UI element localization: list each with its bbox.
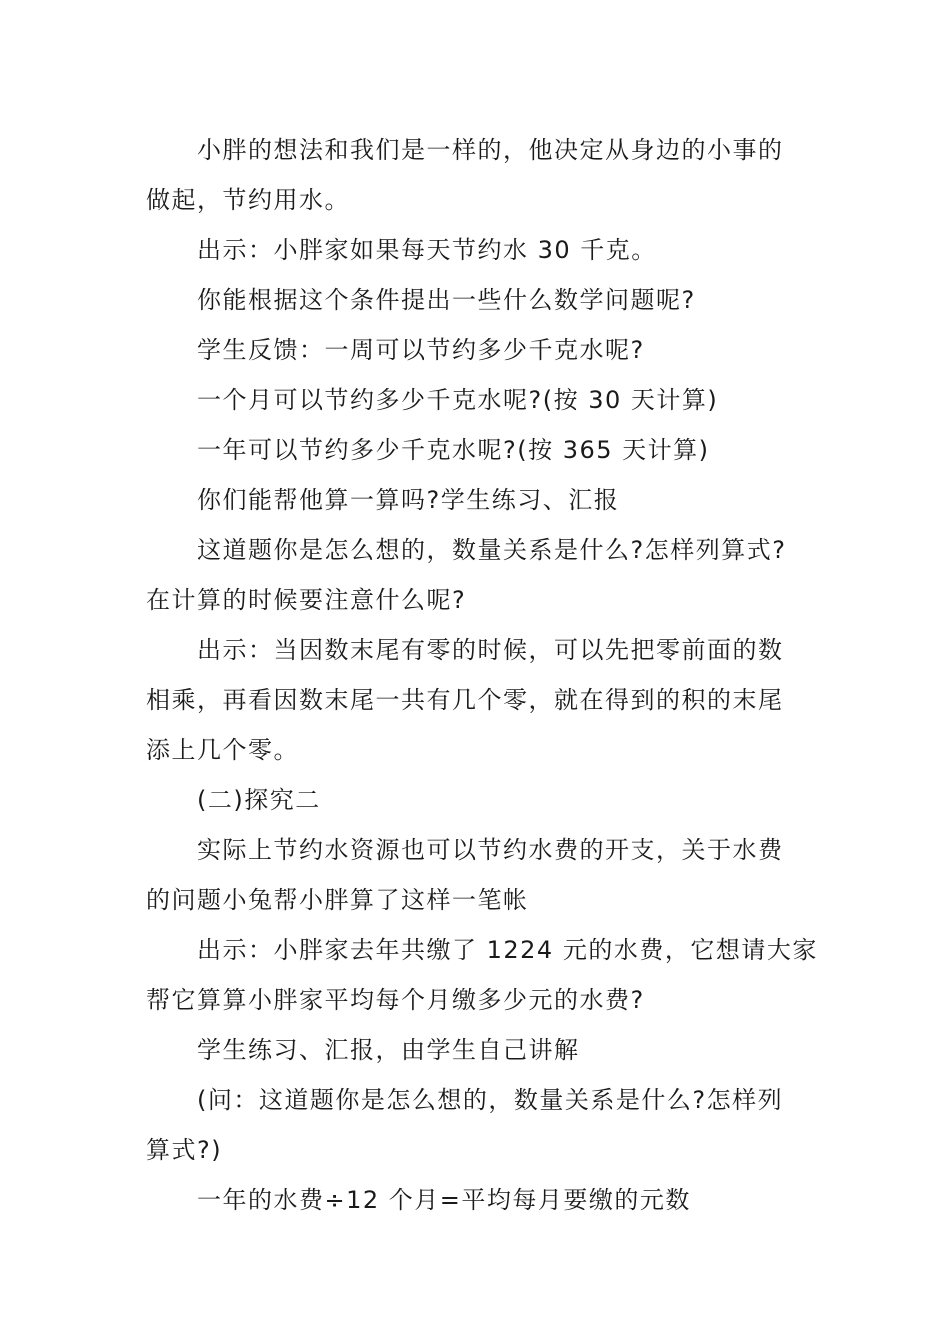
text-line-13: 添上几个零。 bbox=[146, 736, 299, 764]
text-line-4: 你能根据这个条件提出一些什么数学问题呢? bbox=[197, 286, 696, 314]
text-line-17: 出示：小胖家去年共缴了 1224 元的水费，它想请大家 bbox=[197, 936, 818, 964]
text-line-20: (问：这道题你是怎么想的，数量关系是什么?怎样列 bbox=[197, 1086, 784, 1114]
text-line-18: 帮它算算小胖家平均每个月缴多少元的水费? bbox=[146, 986, 645, 1014]
text-line-5: 学生反馈：一周可以节约多少千克水呢? bbox=[197, 336, 645, 364]
text-line-15: 实际上节约水资源也可以节约水费的开支，关于水费 bbox=[197, 836, 784, 864]
text-line-6: 一个月可以节约多少千克水呢?(按 30 天计算) bbox=[197, 386, 719, 414]
text-line-22: 一年的水费÷12 个月=平均每月要缴的元数 bbox=[197, 1186, 691, 1214]
text-line-16: 的问题小兔帮小胖算了这样一笔帐 bbox=[146, 886, 529, 914]
text-line-11: 出示：当因数末尾有零的时候，可以先把零前面的数 bbox=[197, 636, 784, 664]
text-line-21: 算式?) bbox=[146, 1136, 223, 1164]
text-line-1: 小胖的想法和我们是一样的，他决定从身边的小事的 bbox=[197, 136, 784, 164]
text-line-7: 一年可以节约多少千克水呢?(按 365 天计算) bbox=[197, 436, 710, 464]
text-line-12: 相乘，再看因数末尾一共有几个零，就在得到的积的末尾 bbox=[146, 686, 784, 714]
text-line-9: 这道题你是怎么想的，数量关系是什么?怎样列算式? bbox=[197, 536, 787, 564]
text-line-10: 在计算的时候要注意什么呢? bbox=[146, 586, 467, 614]
text-line-2: 做起，节约用水。 bbox=[146, 186, 350, 214]
section-heading: (二)探究二 bbox=[197, 786, 321, 814]
text-line-8: 你们能帮他算一算吗?学生练习、汇报 bbox=[197, 486, 620, 514]
text-line-19: 学生练习、汇报，由学生自己讲解 bbox=[197, 1036, 580, 1064]
text-line-3: 出示：小胖家如果每天节约水 30 千克。 bbox=[197, 236, 657, 264]
